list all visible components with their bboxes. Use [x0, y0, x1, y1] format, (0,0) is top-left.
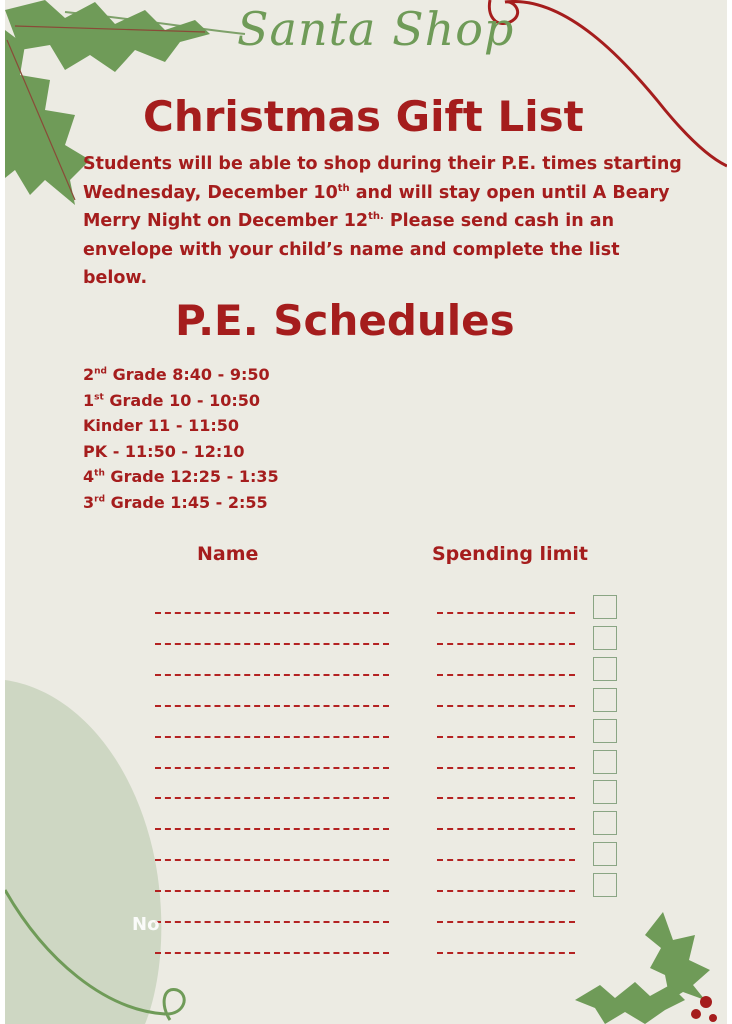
holly-leaf-bottom-right-2: [575, 982, 685, 1024]
schedule-item: Kinder 11 - 11:50: [83, 416, 240, 435]
holly-berry-2: [691, 1009, 701, 1019]
spending-limit-blank-line[interactable]: [437, 828, 575, 830]
intro-sup-1: th: [337, 182, 350, 194]
holly-berry-3: [709, 1014, 717, 1022]
row-checkbox[interactable]: [593, 750, 617, 774]
row-checkbox[interactable]: [593, 688, 617, 712]
name-blank-line[interactable]: [155, 797, 389, 799]
holly-berry-1: [700, 996, 712, 1008]
name-blank-line[interactable]: [155, 952, 389, 954]
row-checkbox[interactable]: [593, 873, 617, 897]
row-checkbox[interactable]: [593, 719, 617, 743]
form-row: [5, 853, 727, 884]
row-checkbox[interactable]: [593, 657, 617, 681]
name-blank-line[interactable]: [155, 736, 389, 738]
form-row: [5, 884, 727, 915]
spending-limit-blank-line[interactable]: [437, 643, 575, 645]
row-checkbox[interactable]: [593, 842, 617, 866]
schedule-item: 2nd Grade 8:40 - 9:50: [83, 365, 270, 384]
intro-text-2: and will stay open until A Beary Merry Night on December 12: [83, 182, 670, 231]
schedule-title: P.E. Schedules: [175, 296, 515, 345]
gift-list-page: [5, 0, 727, 1024]
spending-limit-blank-line[interactable]: [437, 767, 575, 769]
spending-limit-blank-line[interactable]: [437, 705, 575, 707]
script-title: Santa Shop: [237, 2, 515, 56]
form-row: [5, 606, 727, 637]
row-checkbox[interactable]: [593, 780, 617, 804]
form-row: [5, 637, 727, 668]
form-row: [5, 915, 727, 946]
name-blank-line[interactable]: [155, 859, 389, 861]
row-checkbox[interactable]: [593, 595, 617, 619]
row-checkbox[interactable]: [593, 811, 617, 835]
row-checkbox[interactable]: [593, 626, 617, 650]
spending-limit-blank-line[interactable]: [437, 674, 575, 676]
spending-limit-blank-line[interactable]: [437, 797, 575, 799]
form-row: [5, 946, 727, 977]
red-ribbon-curve: [489, 0, 727, 166]
form-row: [5, 791, 727, 822]
schedule-item: 4th Grade 12:25 - 1:35: [83, 467, 279, 486]
form-row: [5, 699, 727, 730]
name-blank-line[interactable]: [155, 828, 389, 830]
intro-sup-2: th.: [368, 211, 384, 223]
name-blank-line[interactable]: [155, 643, 389, 645]
spending-limit-column-header: Spending limit: [432, 543, 588, 565]
name-blank-line[interactable]: [155, 767, 389, 769]
name-blank-line[interactable]: [155, 705, 389, 707]
form-row: [5, 822, 727, 853]
spending-limit-blank-line[interactable]: [437, 859, 575, 861]
name-blank-line[interactable]: [155, 612, 389, 614]
schedule-item: 3rd Grade 1:45 - 2:55: [83, 492, 268, 512]
name-blank-line[interactable]: [155, 921, 389, 923]
spending-limit-blank-line[interactable]: [437, 612, 575, 614]
form-row: [5, 668, 727, 699]
holly-leaf-top: [5, 0, 210, 72]
schedule-list: [83, 362, 279, 515]
name-blank-line[interactable]: [155, 674, 389, 676]
faint-label: No: [132, 914, 160, 935]
spending-limit-blank-line[interactable]: [437, 952, 575, 954]
form-row: [5, 730, 727, 761]
form-row: [5, 761, 727, 792]
spending-limit-blank-line[interactable]: [437, 736, 575, 738]
name-column-header: Name: [197, 543, 259, 565]
intro-text-1: Students will be able to shop during their P.E. times starting Wednesday, December 10: [83, 154, 682, 203]
schedule-item: 1st Grade 10 - 10:50: [83, 390, 261, 410]
page-title: Christmas Gift List: [143, 92, 584, 141]
spending-limit-blank-line[interactable]: [437, 921, 575, 923]
intro-text-3: Please send cash in an envelope with your child’s name and complete the list below.: [83, 211, 620, 288]
schedule-item: PK - 11:50 - 12:10: [83, 441, 245, 461]
spending-limit-blank-line[interactable]: [437, 890, 575, 892]
name-blank-line[interactable]: [155, 890, 389, 892]
intro-paragraph: [83, 150, 683, 293]
